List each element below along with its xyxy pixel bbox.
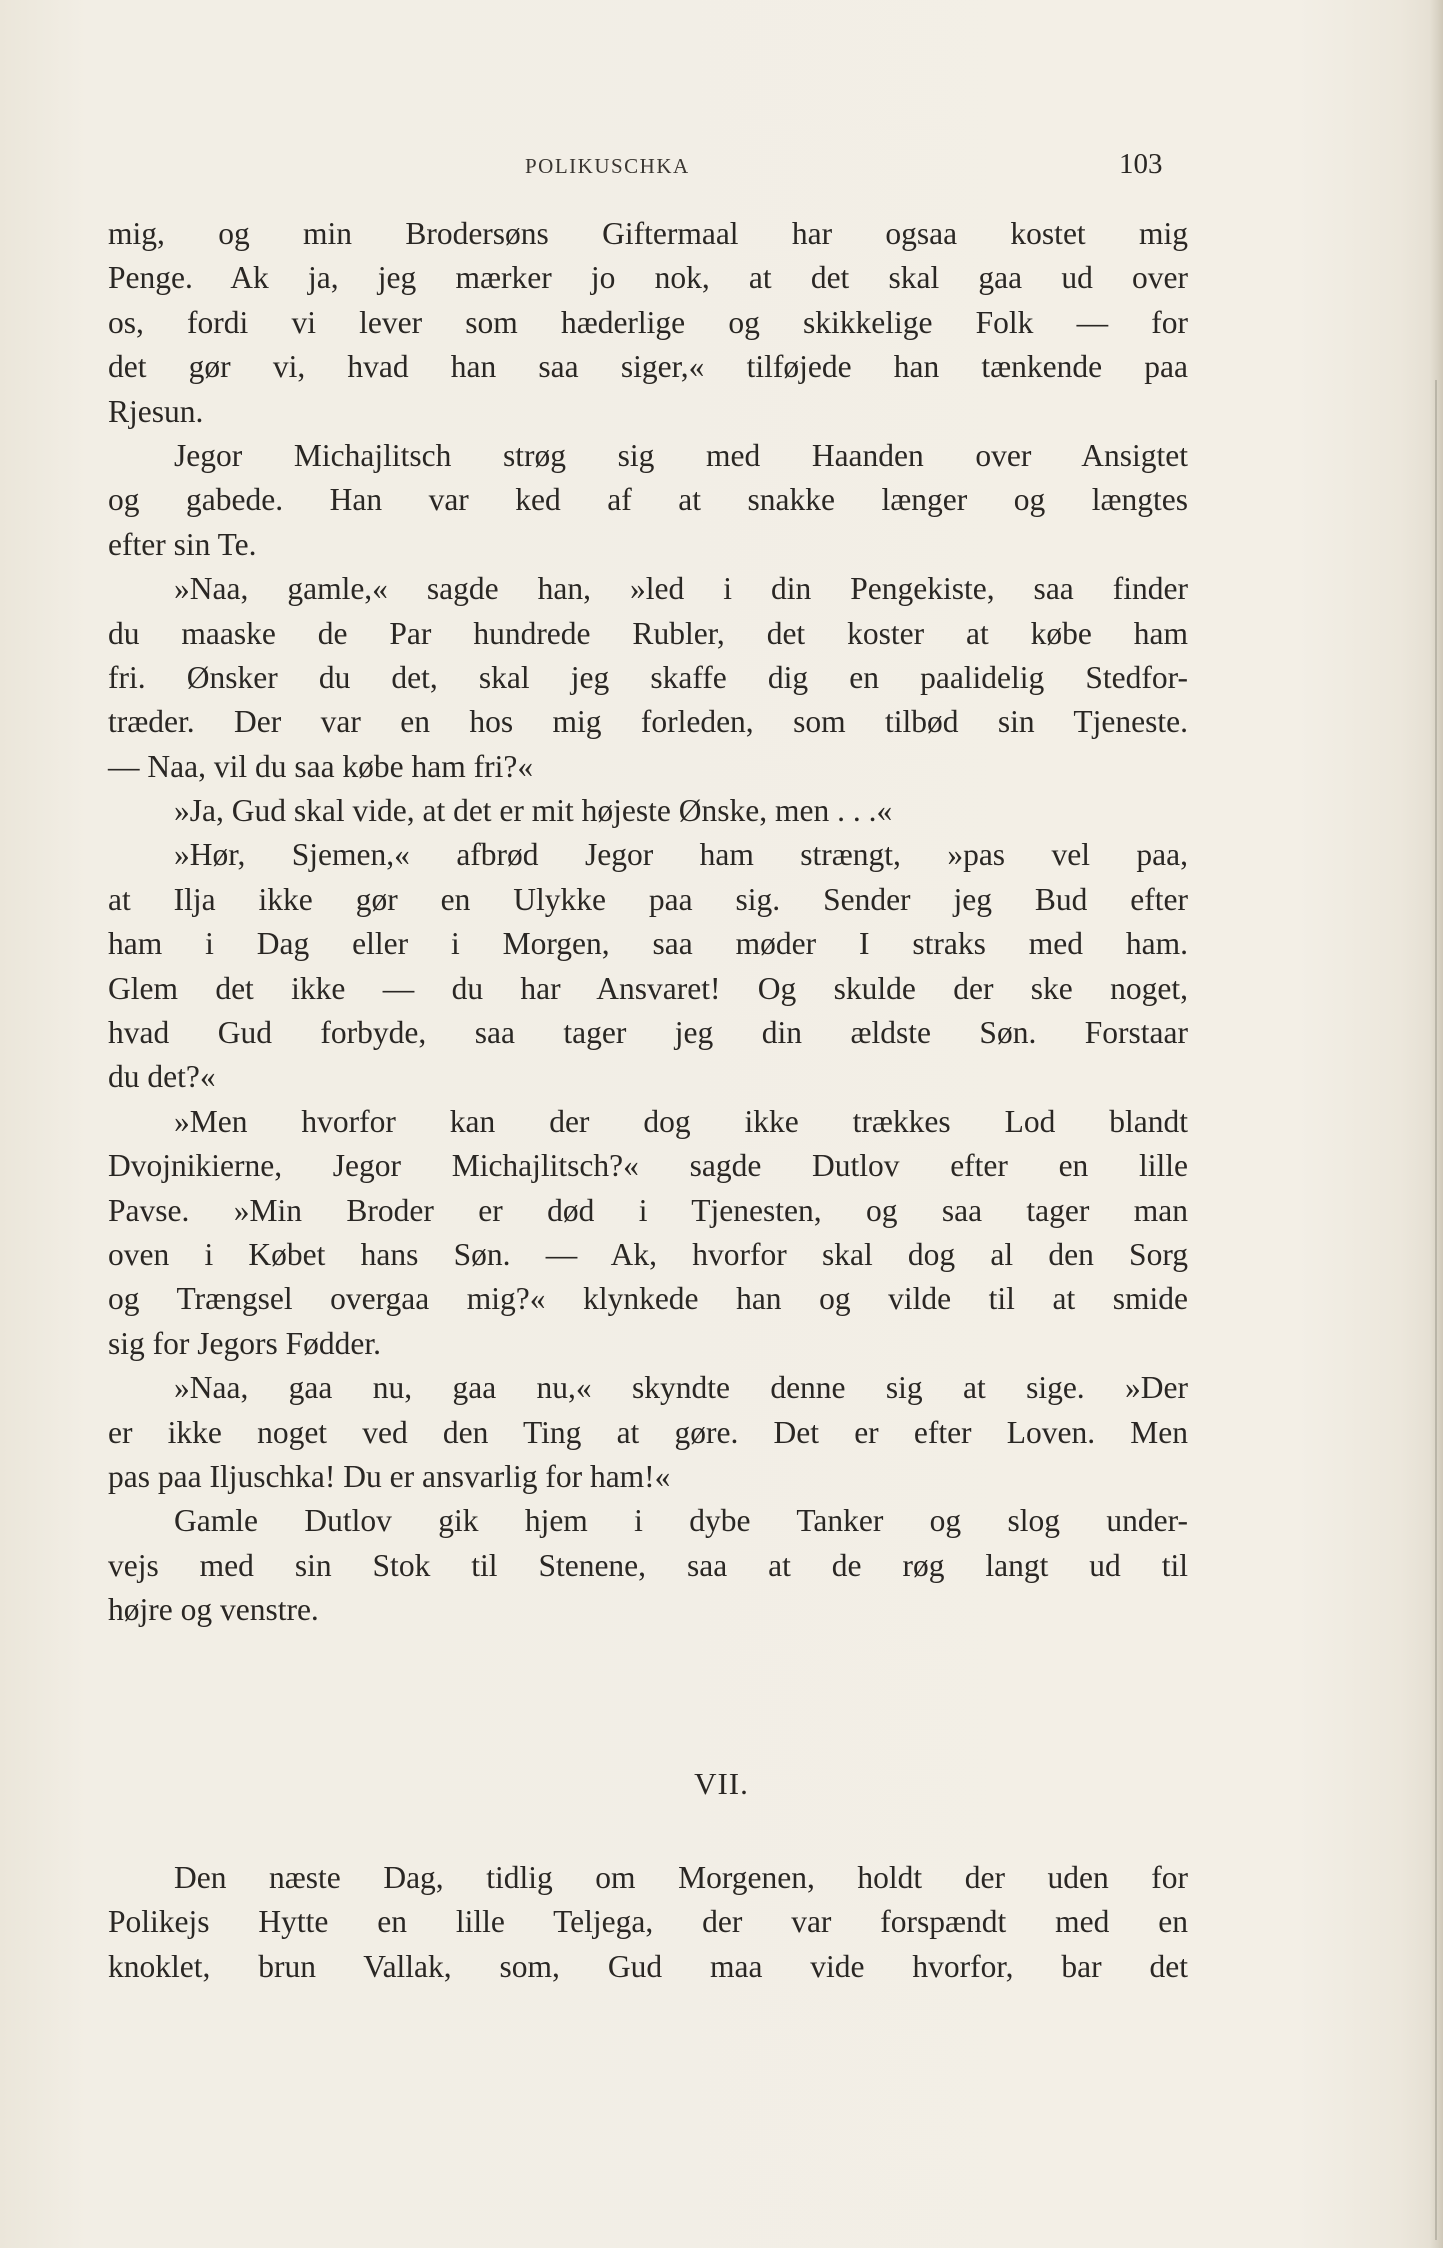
text-line: »Ja, Gud skal vide, at det er mit højeste Ønske, men . . .«	[174, 793, 893, 829]
page-edge-line	[1435, 380, 1437, 2240]
text-line: Pavse. »Min Broder er død i Tjenesten, og saa tager man	[108, 1192, 1188, 1228]
text-line: Dvojnikierne, Jegor Michajlitsch?« sagde Dutlov efter en lille	[108, 1148, 1188, 1184]
text-line: at Ilja ikke gør en Ulykke paa sig. Sender jeg Bud efter	[108, 881, 1188, 917]
text-line: du det?«	[108, 1059, 216, 1095]
text-line: det gør vi, hvad han saa siger,« tilføjede han tænkende paa	[108, 349, 1188, 385]
text-line: fri. Ønsker du det, skal jeg skaffe dig en paalidelig Stedfor-	[108, 659, 1188, 695]
text-line: vejs med sin Stok til Stenene, saa at de røg langt ud til	[108, 1547, 1188, 1583]
text-line: »Hør, Sjemen,« afbrød Jegor ham strængt, »pas vel paa,	[174, 837, 1188, 873]
text-line: »Men hvorfor kan der dog ikke trækkes Lod blandt	[174, 1103, 1188, 1139]
text-line: Den næste Dag, tidlig om Morgenen, holdt der uden for	[174, 1860, 1188, 1895]
text-line: »Naa, gaa nu, gaa nu,« skyndte denne sig at sige. »Der	[174, 1370, 1188, 1406]
text-line: »Naa, gamle,« sagde han, »led i din Pengekiste, saa finder	[174, 571, 1188, 607]
text-line: Penge. Ak ja, jeg mærker jo nok, at det skal gaa ud over	[108, 260, 1188, 296]
text-line: Jegor Michajlitsch strøg sig med Haanden over Ansigtet	[174, 437, 1188, 473]
text-line: pas paa Iljuschka! Du er ansvarlig for ham!«	[108, 1458, 671, 1494]
text-line: sig for Jegors Fødder.	[108, 1325, 381, 1361]
text-line: Polikejs Hytte en lille Teljega, der var forspændt med en	[108, 1904, 1188, 1940]
text-line: — Naa, vil du saa købe ham fri?«	[108, 748, 534, 784]
chapter-heading: VII.	[694, 1766, 749, 1801]
text-line: du maaske de Par hundrede Rubler, det koster at købe ham	[108, 615, 1188, 651]
body-text-continued	[108, 1856, 1188, 1989]
text-line: Gamle Dutlov gik hjem i dybe Tanker og slog under-	[174, 1503, 1188, 1539]
text-line: knoklet, brun Vallak, som, Gud maa vide hvorfor, bar det	[108, 1948, 1188, 1984]
text-line: og gabede. Han var ked af at snakke længer og længtes	[108, 482, 1188, 518]
text-line: og Trængsel overgaa mig?« klynkede han og vilde til at smide	[108, 1281, 1188, 1317]
running-head	[0, 148, 1443, 188]
text-line: mig, og min Brodersøns Giftermaal har ogsaa kostet mig	[108, 216, 1188, 251]
running-head-title: POLIKUSCHKA	[525, 154, 690, 178]
text-line: os, fordi vi lever som hæderlige og skikkelige Folk — for	[108, 304, 1188, 340]
text-line: højre og venstre.	[108, 1592, 319, 1628]
text-line: hvad Gud forbyde, saa tager jeg din ældste Søn. Forstaar	[108, 1015, 1188, 1051]
text-line: oven i Købet hans Søn. — Ak, hvorfor skal dog al den Sorg	[108, 1236, 1188, 1272]
text-line: er ikke noget ved den Ting at gøre. Det er efter Loven. Men	[108, 1414, 1188, 1450]
text-line: Glem det ikke — du har Ansvaret! Og skulde der ske noget,	[108, 970, 1188, 1006]
page-number: 103	[1119, 148, 1163, 180]
body-text	[108, 212, 1188, 1633]
text-line: ham i Dag eller i Morgen, saa møder I straks med ham.	[108, 926, 1188, 962]
text-line: Rjesun.	[108, 393, 204, 429]
text-line: træder. Der var en hos mig forleden, som tilbød sin Tjeneste.	[108, 704, 1188, 740]
text-line: efter sin Te.	[108, 526, 257, 562]
